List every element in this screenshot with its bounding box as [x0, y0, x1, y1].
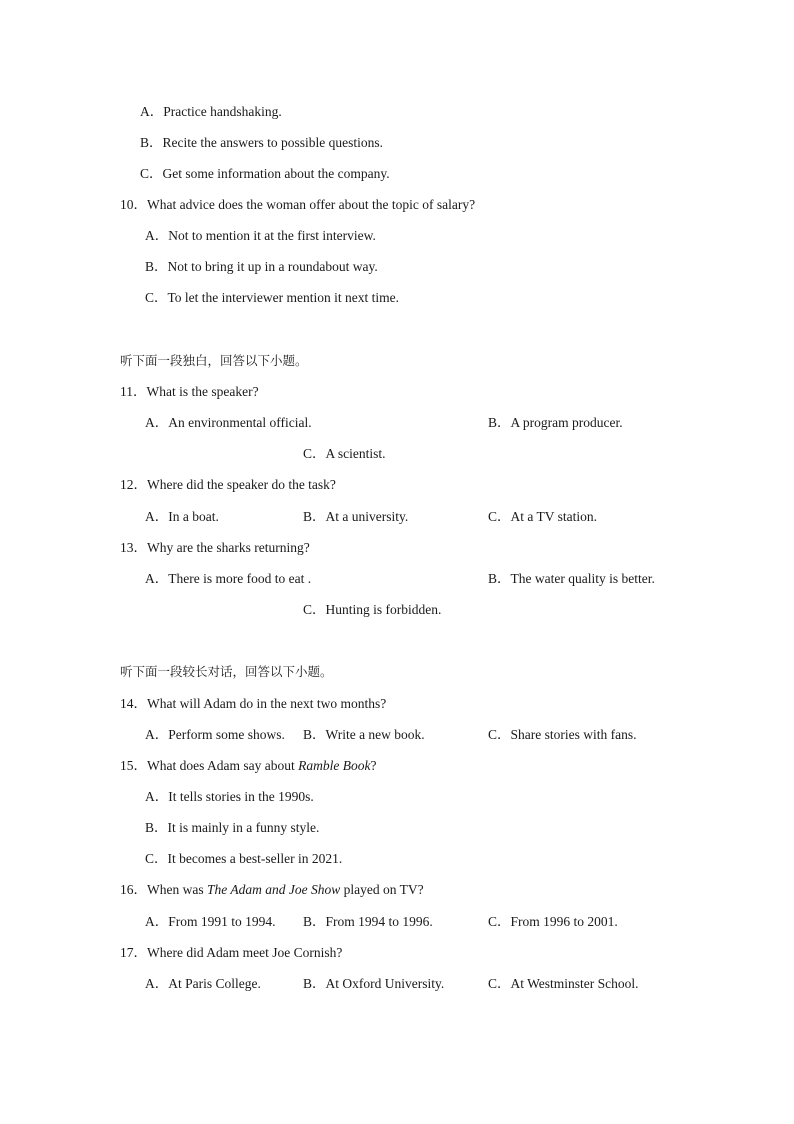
q15-stem-end: ? [370, 758, 377, 773]
q16-show-title: The Adam and Joe Show [206, 882, 341, 897]
q9-option-a: A．Practice handshaking. [140, 104, 282, 119]
q16-option-a: A．From 1991 to 1994. [145, 914, 276, 929]
q17-option-a: A．At Paris College. [145, 976, 261, 991]
q16-option-c: C．From 1996 to 2001. [488, 914, 618, 929]
q11-option-a: A．An environmental official. [145, 415, 312, 430]
q14-option-a: A．Perform some shows. [145, 727, 285, 742]
q16-stem-text: 16．When was [120, 882, 207, 897]
q13-stem: 13．Why are the sharks returning? [120, 540, 310, 555]
q16-stem [120, 882, 424, 898]
q13-option-b: B．The water quality is better. [488, 571, 655, 586]
q10-stem: 10．What advice does the woman offer about the topic of salary? [120, 197, 476, 212]
q9-option-b: B．Recite the answers to possible questions. [140, 135, 383, 150]
q11-option-b: B．A program producer. [488, 415, 623, 430]
q9-option-c: C．Get some information about the company. [140, 166, 390, 181]
q15-option-c: C．It becomes a best-seller in 2021. [145, 851, 343, 866]
section-heading-monologue: 听下面一段独白，回答以下小题。 [120, 353, 308, 368]
q14-option-b: B．Write a new book. [303, 727, 425, 742]
q12-option-c: C．At a TV station. [488, 509, 598, 524]
q16-option-b: B．From 1994 to 1996. [303, 914, 433, 929]
q17-stem: 17．Where did Adam meet Joe Cornish? [120, 945, 343, 960]
q15-stem [120, 758, 376, 774]
q12-option-a: A．In a boat. [145, 509, 219, 524]
q11-stem: 11．What is the speaker? [120, 384, 259, 399]
q13-option-a: A．There is more food to eat . [145, 571, 312, 586]
section-heading-dialogue: 听下面一段较长对话，回答以下小题。 [120, 664, 333, 679]
q13-option-c: C．Hunting is forbidden. [303, 602, 442, 617]
q10-option-c: C．To let the interviewer mention it next time. [145, 290, 399, 305]
q12-option-b: B．At a university. [303, 509, 409, 524]
q15-stem-text: 15．What does Adam say about [120, 758, 299, 773]
q12-stem: 12．Where did the speaker do the task? [120, 477, 336, 492]
q15-option-b: B．It is mainly in a funny style. [145, 820, 320, 835]
q11-option-c: C．A scientist. [303, 446, 386, 461]
q10-option-a: A．Not to mention it at the first interview. [145, 228, 376, 243]
q10-option-b: B．Not to bring it up in a roundabout way. [145, 259, 378, 274]
q15-book-title: Ramble Book [298, 758, 371, 773]
q14-stem: 14．What will Adam do in the next two months? [120, 696, 387, 711]
q16-stem-end: played on TV? [340, 882, 424, 897]
q17-option-b: B．At Oxford University. [303, 976, 445, 991]
q14-option-c: C．Share stories with fans. [488, 727, 637, 742]
q15-option-a: A．It tells stories in the 1990s. [145, 789, 314, 804]
q17-option-c: C．At Westminster School. [488, 976, 639, 991]
